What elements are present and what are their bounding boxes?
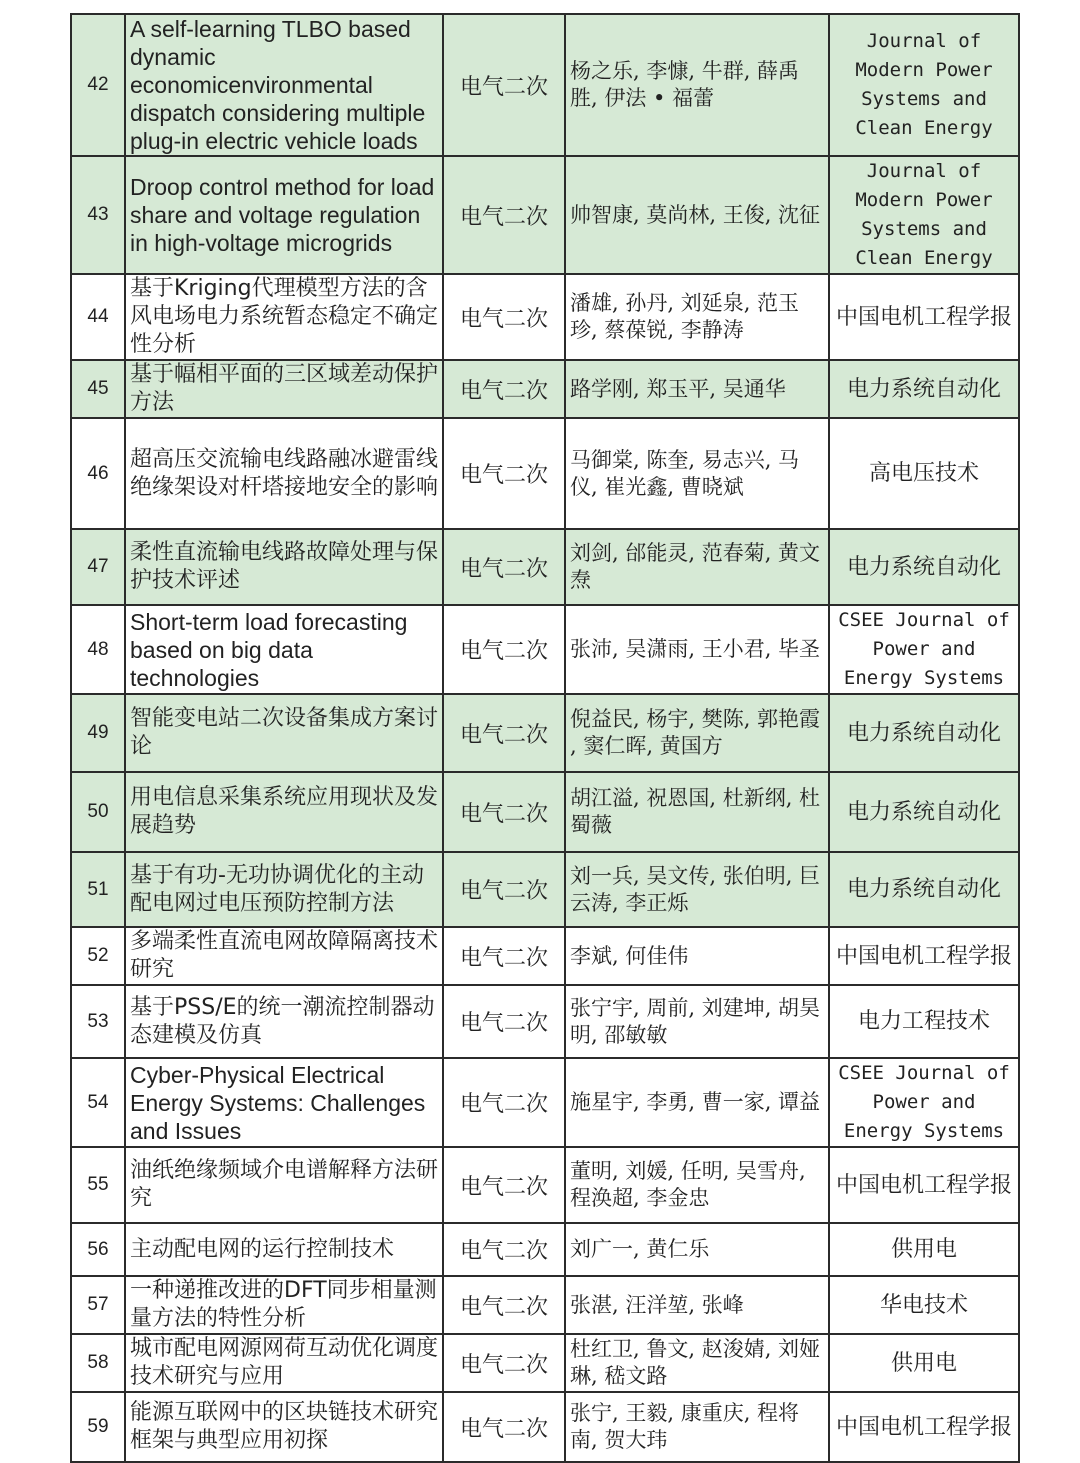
journal: Journal of Modern Power Systems and Clean Energy [855,30,993,139]
row-number-cell [71,274,125,360]
paper-title: 油纸绝缘频域介电谱解释方法研究 [130,1158,439,1211]
authors-cell [565,1147,829,1223]
category-cell [443,985,565,1058]
authors: 路学刚, 郑玉平, 吴通华 [570,376,786,401]
row-number: 46 [87,462,109,484]
paper-title: 基于PSS/E的统一潮流控制器动态建模及仿真 [130,994,435,1048]
paper-title: 智能变电站二次设备集成方案讨论 [130,706,439,759]
paper-title: Short-term load forecasting based on big data technologies [130,608,408,691]
table-row [71,156,1019,274]
category-cell [443,1147,565,1223]
category: 电气二次 [459,801,548,827]
paper-title: 基于幅相平面的三区域差动保护方法 [130,362,439,415]
category-cell [443,14,565,156]
category-cell [443,605,565,694]
authors: 刘一兵, 吴文传, 张伯明, 巨云涛, 李正烁 [570,863,821,915]
journal-cell [829,1276,1019,1334]
category: 电气二次 [459,639,548,664]
authors: 张宁宇, 周前, 刘建坤, 胡昊明, 邵敏敏 [570,995,821,1047]
category: 电气二次 [459,722,548,748]
paper-title: 超高压交流输电线路融冰避雷线绝缘架设对杆塔接地安全的影响 [130,446,439,500]
row-number: 49 [87,722,109,743]
category: 电气二次 [459,74,548,100]
authors-cell [565,418,829,529]
row-number-cell [71,1392,125,1462]
category: 电气二次 [459,1011,548,1036]
row-number-cell [71,1334,125,1392]
authors: 马御棠, 陈奎, 易志兴, 马仪, 崔光鑫, 曹晓斌 [570,447,800,499]
category: 电气二次 [459,1352,548,1378]
paper-title-cell [125,1276,443,1334]
row-number-cell [71,1276,125,1334]
table-row [71,985,1019,1058]
authors: 张宁, 王毅, 康重庆, 程将南, 贺大玮 [570,1401,800,1452]
category: 电气二次 [459,1294,548,1320]
authors: 刘剑, 邰能灵, 范春菊, 黄文焘 [570,541,821,592]
authors-cell [565,1392,829,1462]
row-number-cell [71,985,125,1058]
journal-cell [829,1058,1019,1147]
category: 电气二次 [459,1174,548,1200]
journal: CSEE Journal of Power and Energy Systems [838,1062,1010,1142]
paper-title-cell [125,1223,443,1276]
paper-title-cell [125,772,443,852]
row-number: 48 [87,638,109,660]
row-number-cell [71,852,125,927]
category: 电气二次 [459,204,548,230]
authors: 倪益民, 杨宇, 樊陈, 郭艳霞 , 窦仁晖, 黄国方 [570,707,821,758]
paper-title-cell [125,852,443,927]
table-row [71,1334,1019,1392]
paper-title-cell [125,360,443,418]
journal: 华电技术 [879,1292,968,1318]
authors-cell [565,1223,829,1276]
table-row [71,852,1019,927]
paper-title-cell [125,927,443,985]
paper-title: 多端柔性直流电网故障隔离技术研究 [130,929,439,982]
paper-title-cell [125,694,443,772]
category: 电气二次 [459,879,548,904]
journal: 中国电机工程学报 [835,943,1012,969]
row-number: 53 [87,1010,109,1032]
authors-cell [565,360,829,418]
journal: 中国电机工程学报 [835,304,1012,330]
row-number-cell [71,1058,125,1147]
authors: 张湛, 汪洋堃, 张峰 [570,1292,744,1317]
authors-cell [565,694,829,772]
journal: 电力系统自动化 [846,799,1001,825]
table-row [71,1058,1019,1147]
paper-title-cell [125,274,443,360]
table-row [71,927,1019,985]
journal-cell [829,156,1019,274]
journal: 电力系统自动化 [846,554,1001,580]
table-row [71,1392,1019,1462]
authors: 董明, 刘媛, 任明, 吴雪舟, 程涣超, 李金忠 [570,1159,806,1210]
journal: 供用电 [890,1237,957,1262]
journal-cell [829,14,1019,156]
authors-cell [565,1276,829,1334]
paper-title-cell [125,605,443,694]
table-row [71,694,1019,772]
paper-title: 柔性直流输电线路故障处理与保护技术评述 [130,540,439,593]
category: 电气二次 [459,945,548,971]
table-row [71,1223,1019,1276]
category-cell [443,1276,565,1334]
authors-cell [565,274,829,360]
paper-title: Droop control method for load share and voltage regulation in high-voltage microgrids [130,174,435,256]
authors: 刘广一, 黄仁乐 [570,1237,710,1261]
row-number-cell [71,360,125,418]
table-row [71,605,1019,694]
journal: 中国电机工程学报 [835,1414,1012,1440]
authors: 施星宇, 李勇, 曹一家, 谭益 [570,1090,821,1114]
paper-title-cell [125,1058,443,1147]
journal-cell [829,985,1019,1058]
row-number-cell [71,927,125,985]
category: 电气二次 [459,463,548,488]
category-cell [443,772,565,852]
authors-cell [565,1058,829,1147]
paper-title: Cyber-Physical Electrical Energy Systems: Challenges and Issues [130,1061,426,1144]
authors-cell [565,1334,829,1392]
authors: 胡江溢, 祝恩国, 杜新纲, 杜蜀薇 [570,786,821,837]
journal-cell [829,852,1019,927]
journal: 供用电 [890,1350,957,1376]
journal: CSEE Journal of Power and Energy Systems [838,609,1010,689]
paper-title: 主动配电网的运行控制技术 [130,1236,395,1262]
authors-cell [565,772,829,852]
table-row [71,772,1019,852]
paper-title: 能源互联网中的区块链技术研究框架与典型应用初探 [130,1400,439,1453]
authors: 李斌, 何佳伟 [570,943,689,968]
publication-table-page [70,13,1012,1463]
category-cell [443,360,565,418]
paper-title: A self-learning TLBO based dynamic economicenvironmental dispatch considering multiple plug-in electric vehicle loads [130,16,426,154]
paper-title-cell [125,1147,443,1223]
row-number: 44 [87,306,109,327]
row-number: 51 [87,878,109,900]
row-number: 59 [87,1416,109,1437]
row-number: 47 [87,556,109,577]
journal-cell [829,772,1019,852]
row-number-cell [71,14,125,156]
row-number-cell [71,772,125,852]
table-row [71,14,1019,156]
journal-cell [829,360,1019,418]
row-number-cell [71,1147,125,1223]
journal: 电力工程技术 [857,1009,990,1034]
journal-cell [829,1392,1019,1462]
table-row [71,360,1019,418]
authors: 帅智康, 莫尚林, 王俊, 沈征 [570,202,821,227]
row-number: 57 [87,1294,109,1315]
paper-title: 基于有功-无功协调优化的主动配电网过电压预防控制方法 [130,862,424,916]
category-cell [443,1334,565,1392]
authors-cell [565,852,829,927]
paper-title: 城市配电网源网荷互动优化调度技术研究与应用 [130,1336,439,1389]
row-number: 43 [87,204,109,225]
paper-title-cell [125,156,443,274]
category-cell [443,1392,565,1462]
authors-cell [565,985,829,1058]
journal: 高电压技术 [868,461,979,486]
category-cell [443,156,565,274]
paper-title-cell [125,14,443,156]
row-number: 58 [87,1352,109,1373]
table-row [71,1147,1019,1223]
paper-title-cell [125,1392,443,1462]
row-number: 50 [87,801,109,822]
row-number: 45 [87,378,109,399]
category-cell [443,1058,565,1147]
category: 电气二次 [459,306,548,332]
row-number-cell [71,694,125,772]
paper-title-cell [125,418,443,529]
row-number-cell [71,156,125,274]
authors: 杨之乐, 李慷, 牛群, 薛禹胜, 伊法 • 福蕾 [570,59,800,110]
authors-cell [565,605,829,694]
row-number: 56 [87,1238,109,1260]
journal: 电力系统自动化 [846,376,1001,402]
table-body [71,14,1019,1462]
journal-cell [829,1147,1019,1223]
authors: 杜红卫, 鲁文, 赵浚婧, 刘娅琳, 嵇文路 [570,1337,821,1388]
journal-cell [829,529,1019,605]
category-cell [443,852,565,927]
category-cell [443,418,565,529]
journal-cell [829,1334,1019,1392]
authors: 潘雄, 孙丹, 刘延泉, 范玉珍, 蔡葆锐, 李静涛 [570,291,800,342]
journal-cell [829,694,1019,772]
journal-cell [829,927,1019,985]
journal: Journal of Modern Power Systems and Clean Energy [855,160,993,269]
paper-title: 用电信息采集系统应用现状及发展趋势 [130,785,439,838]
row-number-cell [71,418,125,529]
category-cell [443,1223,565,1276]
category: 电气二次 [459,1092,548,1117]
row-number-cell [71,1223,125,1276]
table-row [71,529,1019,605]
category: 电气二次 [459,1239,548,1264]
authors-cell [565,529,829,605]
journal: 电力系统自动化 [846,720,1001,746]
row-number-cell [71,529,125,605]
category-cell [443,529,565,605]
row-number-cell [71,605,125,694]
authors-cell [565,14,829,156]
table-row [71,1276,1019,1334]
authors: 张沛, 吴潇雨, 王小君, 毕圣 [570,637,821,661]
paper-title-cell [125,529,443,605]
journal: 中国电机工程学报 [835,1172,1012,1198]
authors-cell [565,927,829,985]
table-row [71,274,1019,360]
paper-title-cell [125,1334,443,1392]
paper-title: 基于Kriging代理模型方法的含风电场电力系统暂态稳定不确定性分析 [130,276,439,357]
paper-title: 一种递推改进的DFT同步相量测量方法的特性分析 [130,1278,437,1331]
category: 电气二次 [459,378,548,404]
table-row [71,418,1019,529]
category-cell [443,274,565,360]
journal-cell [829,1223,1019,1276]
row-number: 52 [87,945,109,966]
journal-cell [829,418,1019,529]
publication-table [70,13,1020,1463]
category-cell [443,927,565,985]
journal-cell [829,605,1019,694]
authors-cell [565,156,829,274]
category: 电气二次 [459,556,548,582]
row-number: 54 [87,1091,109,1113]
journal: 电力系统自动化 [846,877,1001,902]
row-number: 55 [87,1174,109,1195]
category: 电气二次 [459,1416,548,1442]
row-number: 42 [87,74,109,95]
paper-title-cell [125,985,443,1058]
category-cell [443,694,565,772]
journal-cell [829,274,1019,360]
